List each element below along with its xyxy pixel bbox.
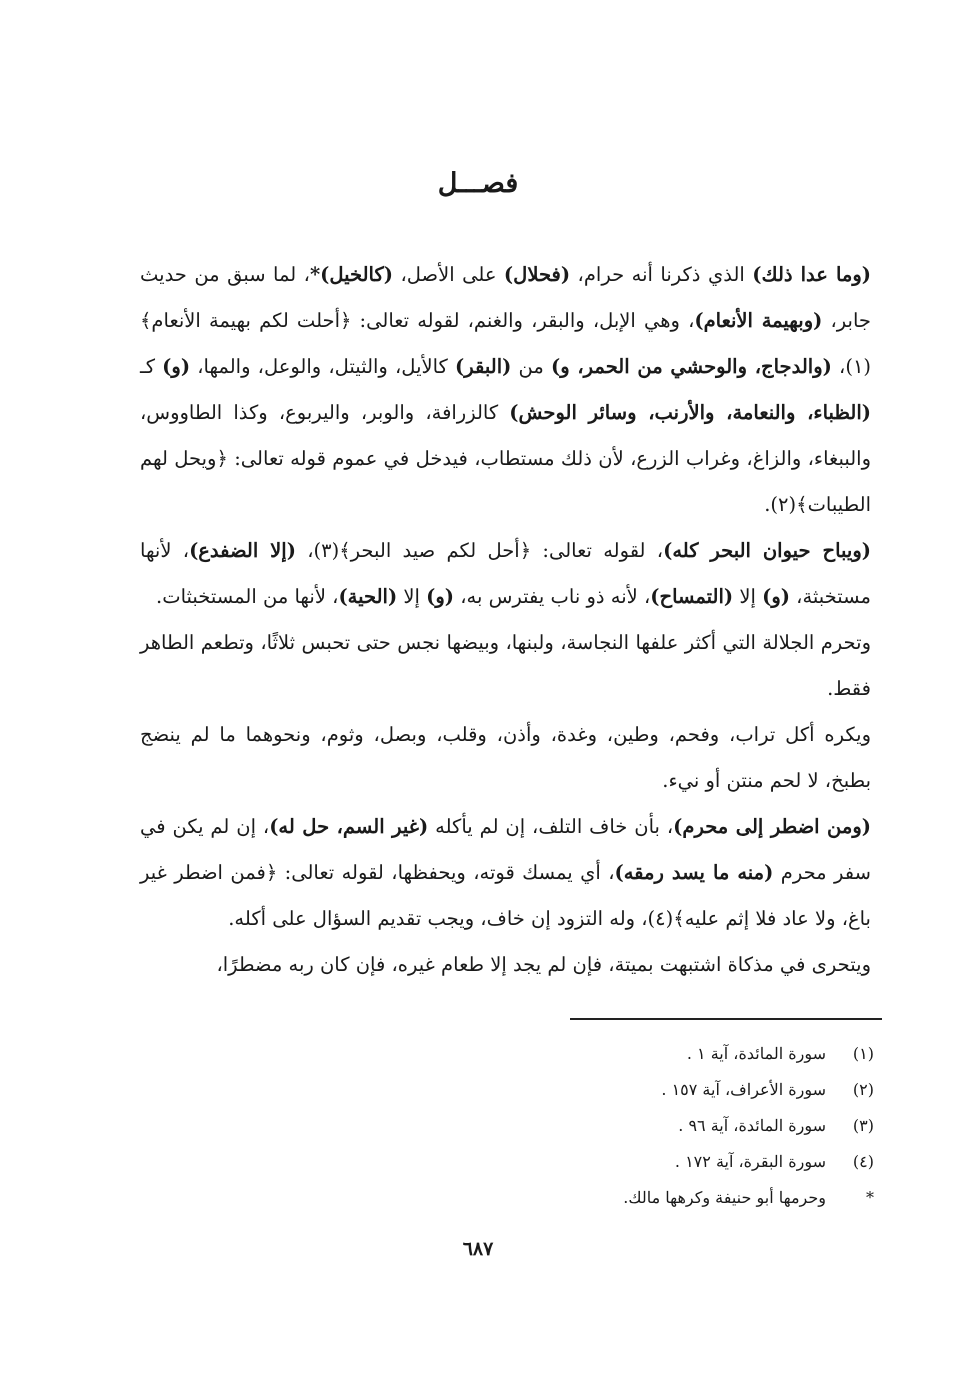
matn-text: (و) — [162, 355, 191, 378]
sharh-text: ، لقوله تعالى: ﴿أحل لكم صيد البحر﴾(٣)، — [295, 539, 664, 562]
paragraph — [140, 620, 871, 712]
matn-text: (غير السم، حل له) — [269, 815, 429, 838]
sharh-text: ويتحرى في مذكاة اشتبهت بميتة، فإن لم يجد إلا طعام غيره، فإن كان ربه مضطرًا، — [216, 953, 871, 976]
paragraph — [140, 712, 871, 804]
footnote-mark: (٢) — [852, 1080, 874, 1099]
sharh-text: ، بأن خاف التلف، إن لم يأكله — [428, 815, 674, 838]
sharh-text: ، لأنه ذو ناب يفترس به، — [454, 585, 651, 608]
footnote-separator — [570, 1018, 882, 1020]
matn-text: (والدجاج، والوحشي من الحمر، و) — [550, 355, 832, 378]
footnote-text: سورة الأعراف، آية ١٥٧ . — [661, 1080, 826, 1099]
sharh-text: ، لأنها من المستخبثات. — [156, 585, 339, 608]
footnote-mark: (٣) — [852, 1116, 874, 1135]
footnote — [300, 1108, 882, 1144]
footnote-text: سورة المائدة، آية ١ . — [686, 1044, 826, 1063]
matn-text: (الظباء، والنعامة، والأرنب، وسائر الوحش) — [509, 401, 871, 424]
matn-text: (التمساح) — [650, 585, 734, 608]
paragraph — [140, 252, 871, 528]
matn-text: (كالخيل)* — [309, 263, 394, 286]
sharh-text: ، لما سبق من حديث جابر، — [140, 263, 871, 332]
sharh-text: ، إن لم يكن في سفر محرم — [140, 815, 871, 884]
matn-text: (إلا الضفدع) — [189, 539, 296, 562]
matn-text: (و) — [762, 585, 790, 608]
paragraph — [140, 942, 871, 988]
matn-text: (وما عدا ذلك) — [752, 263, 871, 286]
footnote-text: سورة البقرة، آية ١٧٢ . — [674, 1152, 826, 1171]
matn-text: (منه ما يسد رمقه) — [614, 861, 774, 884]
sharh-text: كالأيل، والثيتل، والوعل، والمها، — [190, 355, 456, 378]
body-text — [140, 252, 871, 988]
sharh-text: كـ — [140, 355, 163, 378]
sharh-text: إلا — [733, 585, 763, 608]
sharh-text: كالزرافة، والوبر، واليربوع، وكذا الطاووس، والببغاء، والزاغ، وغراب الزرع، لأن ذلك مستطاب، فيدخل في عموم قوله تعالى: ﴿ويحل لهم الطيبات﴾(٢). — [140, 401, 871, 516]
matn-text: (و) — [426, 585, 455, 608]
footnote-text: سورة المائدة، آية ٩٦ . — [678, 1116, 826, 1135]
matn-text: (ويباح حيوان البحر كله) — [663, 539, 871, 562]
footnote — [300, 1144, 882, 1180]
sharh-text: إلا — [397, 585, 427, 608]
footnote-mark: * — [866, 1188, 874, 1207]
footnote-text: وحرمها أبو حنيفة وكرهها مالك. — [623, 1188, 826, 1207]
sharh-text: من — [511, 355, 551, 378]
sharh-text: على الأصل، — [393, 263, 504, 286]
matn-text: (وبهيمة الأنعام) — [694, 309, 823, 332]
footnote — [300, 1036, 882, 1072]
footnote — [300, 1072, 882, 1108]
footnotes — [300, 1036, 882, 1216]
footnote-mark: (١) — [852, 1044, 874, 1063]
sharh-text: ، لأنها مستخبثة، — [140, 539, 871, 608]
matn-text: (فحلال) — [503, 263, 571, 286]
section-heading: فصـــل — [437, 168, 519, 199]
matn-text: (ومن اضطر إلى محرم) — [673, 815, 871, 838]
footnote-mark: (٤) — [852, 1152, 874, 1171]
sharh-text: ، أي يمسك قوته، ويحفظها، لقوله تعالى: ﴿فمن اضطر غير باغ، ولا عاد فلا إثم عليه﴾(٤)، وله التزود إن خاف، ويجب تقديم السؤال على أكله. — [140, 861, 871, 930]
footnote — [300, 1180, 882, 1216]
sharh-text: وتحرم الجلالة التي أكثر علفها النجاسة، ولبنها، وبيضها نجس حتى تحبس ثلاثًا، وتطعم الطاهر فقط. — [140, 631, 871, 700]
sharh-text: ويكره أكل تراب، وفحم، وطين، وغدة، وأذن، وقلب، وبصل، وثوم، ونحوهما ما لم ينضج بطبخ، لا لحم منتن أو نيء. — [140, 723, 871, 792]
paragraph — [140, 804, 871, 942]
sharh-text: ، وهي الإبل، والبقر، والغنم، لقوله تعالى: ﴿أحلت لكم بهيمة الأنعام﴾(١)، — [140, 309, 872, 378]
page-number: ٦٨٧ — [462, 1238, 494, 1260]
sharh-text: الذي ذكرنا أنه حرام، — [570, 263, 753, 286]
paragraph — [140, 528, 871, 620]
matn-text: (البقر) — [455, 355, 512, 378]
matn-text: (الحية) — [338, 585, 398, 608]
